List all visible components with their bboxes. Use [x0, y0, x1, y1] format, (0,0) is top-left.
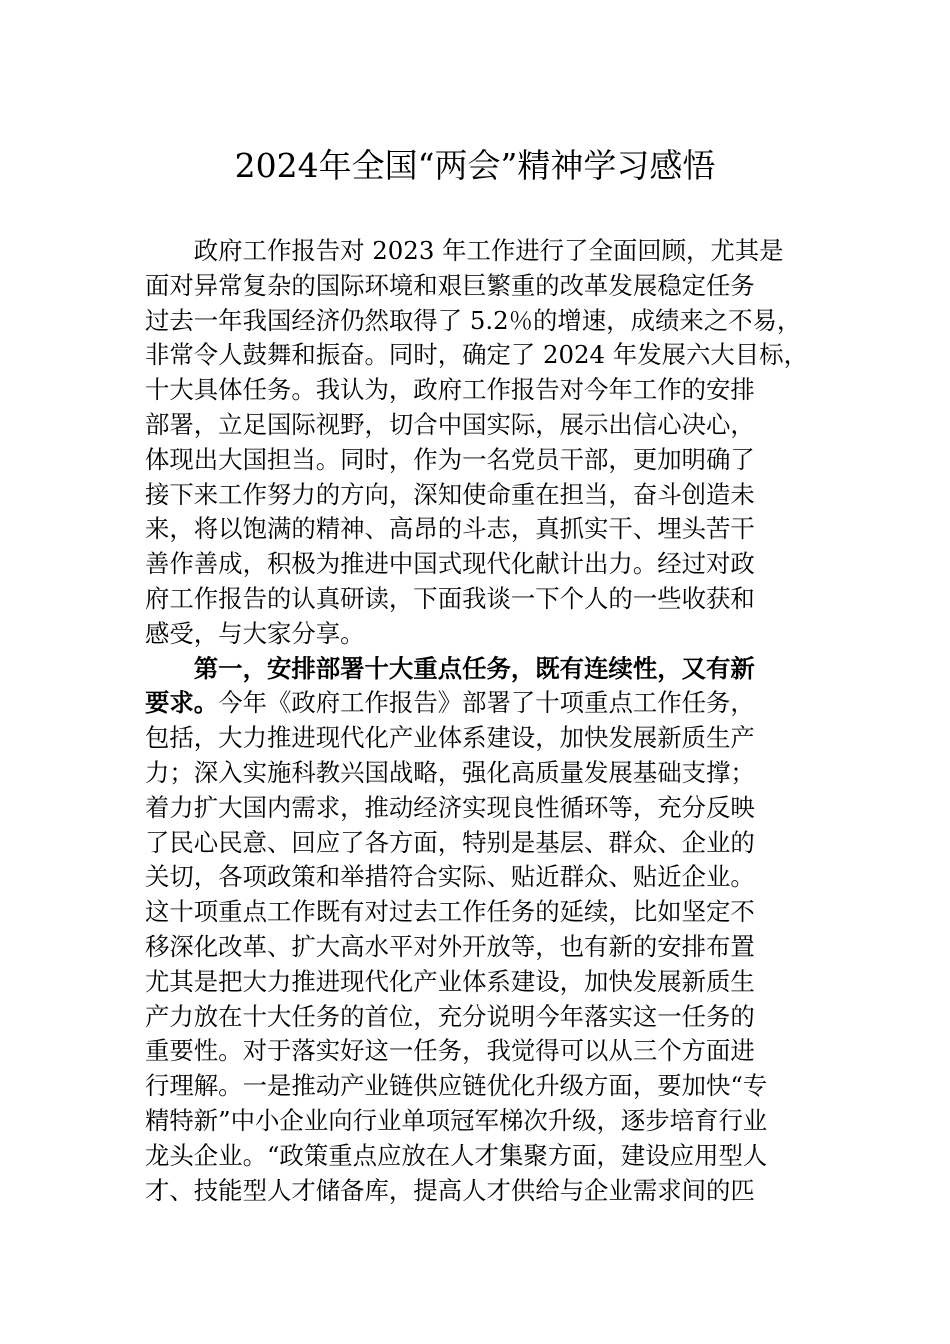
paragraph-line: 政府工作报告对 2023 年工作进行了全面回顾，尤其是 [145, 236, 784, 265]
section-line: 龙头企业。“政策重点应放在人才集聚方面，建设应用型人 [145, 1140, 768, 1170]
section-line: 重要性。对于落实好这一任务，我觉得可以从三个方面进 [145, 1036, 755, 1066]
section-text: 今年《政府工作报告》部署了十项重点工作任务， [218, 688, 755, 718]
section-line: 关切，各项政策和举措符合实际、贴近群众、贴近企业。 [145, 862, 755, 892]
section-line: 产力放在十大任务的首位，充分说明今年落实这一任务的 [145, 1001, 755, 1031]
paragraph-line: 过去一年我国经济仍然取得了 5.2％的增速，成绩来之不易， [145, 305, 802, 335]
section-line: 了民心民意、回应了各方面，特别是基层、群众、企业的 [145, 827, 755, 857]
section-line: 精特新”中小企业向行业单项冠军梯次升级，逐步培育行业 [145, 1105, 768, 1135]
paragraph-line: 感受，与大家分享。 [145, 618, 365, 648]
paragraph-line: 面对异常复杂的国际环境和艰巨繁重的改革发展稳定任务 [145, 270, 755, 300]
section-heading-end: 要求。 [145, 688, 219, 718]
paragraph-line: 十大具体任务。我认为，政府工作报告对今年工作的安排 [145, 375, 755, 405]
section-line: 包括，大力推进现代化产业体系建设，加快发展新质生产 [145, 723, 755, 753]
section-line: 力；深入实施科教兴国战略，强化高质量发展基础支撑； [145, 757, 755, 787]
paragraph-line: 善作善成，积极为推进中国式现代化献计出力。经过对政 [145, 549, 755, 579]
paragraph-line: 部署，立足国际视野，切合中国实际，展示出信心决心， [145, 409, 755, 439]
section-line: 这十项重点工作既有对过去工作任务的延续，比如坚定不 [145, 897, 755, 927]
paragraph-line: 非常令人鼓舞和振奋。同时，确定了 2024 年发展六大目标， [145, 340, 808, 370]
section-line: 移深化改革、扩大高水平对外开放等，也有新的安排布置 [145, 931, 755, 961]
section-line: 行理解。一是推动产业链供应链优化升级方面，要加快“专 [145, 1071, 768, 1101]
document-title: 2024年全国“两会”精神学习感悟 [234, 146, 716, 185]
section-line: 着力扩大国内需求，推动经济实现良性循环等，充分反映 [145, 792, 755, 822]
document-body [145, 234, 815, 1208]
paragraph-line: 来，将以饱满的精神、高昂的斗志，真抓实干、埋头苦干 [145, 514, 755, 544]
paragraph-line: 接下来工作努力的方向，深知使命重在担当，奋斗创造未 [145, 479, 755, 509]
paragraph-line: 体现出大国担当。同时，作为一名党员干部，更加明确了 [145, 444, 755, 474]
section-heading: 第一，安排部署十大重点任务，既有连续性，又有新 [145, 653, 755, 683]
section-line: 尤其是把大力推进现代化产业体系建设，加快发展新质生 [145, 966, 755, 996]
section-line: 才、技能型人才储备库，提高人才供给与企业需求间的匹 [145, 1175, 755, 1205]
section-first-line [145, 686, 815, 721]
paragraph-line: 府工作报告的认真研读，下面我谈一下个人的一些收获和 [145, 583, 755, 613]
